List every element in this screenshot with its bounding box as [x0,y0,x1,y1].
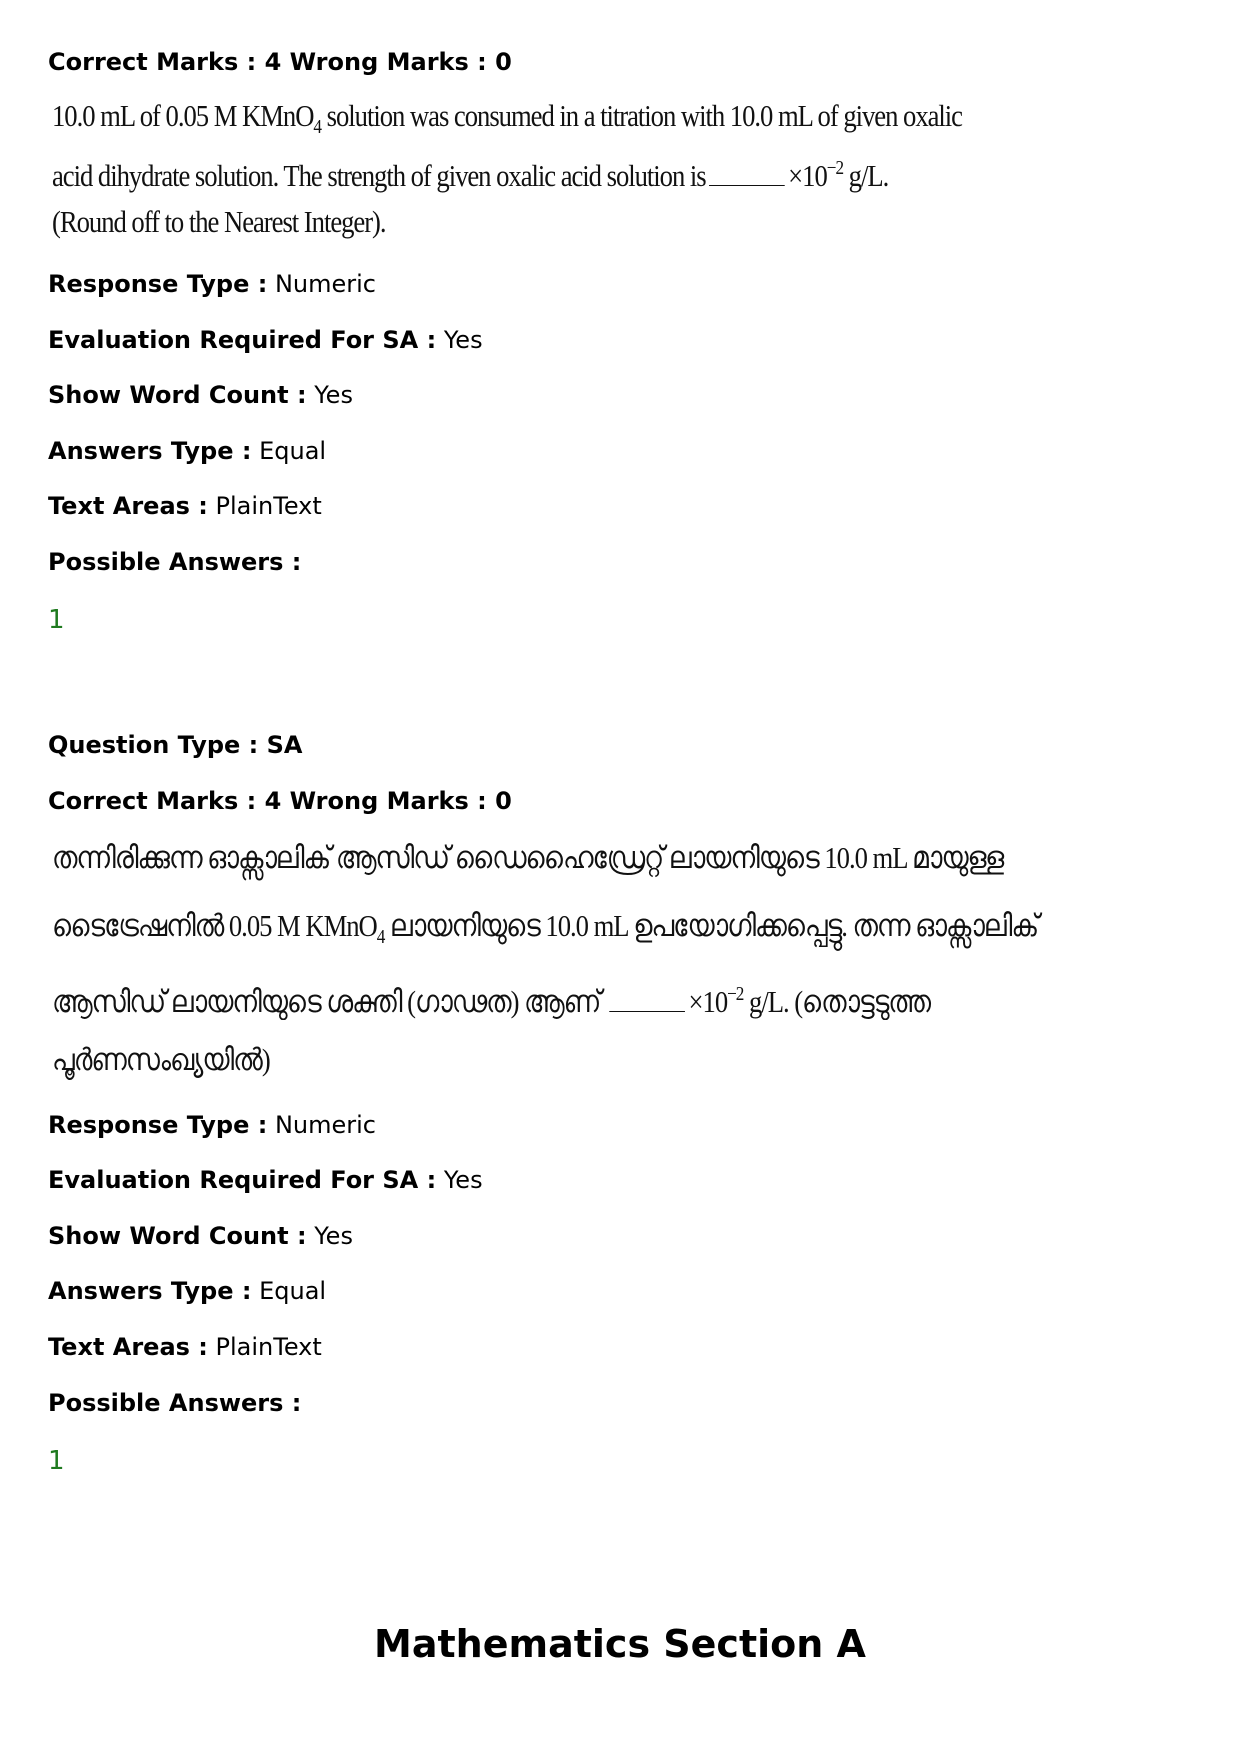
q2-response-type: Response Type : Numeric [48,1111,376,1139]
q2-possible-answer: 1 [48,1446,65,1476]
q2-marks: Correct Marks : 4 Wrong Marks : 0 [48,787,512,815]
q2-statement-line-3: ആസിഡ് ലായനിയുടെ ശക്തി (ഗാഢത) ആണ് $\times 10^{-2}$ g/L. (തൊട്ടടുത്ത [52,983,931,1019]
q1-statement-line-1: 10.0 mL of 0.05 M KMnO$_4$ solution was consumed in a titration with 10.0 mL of given oxalic [52,98,962,138]
q1-show-word-count: Show Word Count : Yes [48,381,353,409]
q1-statement-line-3: (Round off to the Nearest Integer). [52,204,386,239]
section-title: Mathematics Section A [374,1622,866,1666]
answer-blank [709,163,785,186]
q1-evaluation-required: Evaluation Required For SA : Yes [48,326,483,354]
q1-response-type: Response Type : Numeric [48,270,376,298]
answer-blank [609,989,685,1012]
q2-evaluation-required: Evaluation Required For SA : Yes [48,1166,483,1194]
q1-statement-line-2: acid dihydrate solution. The strength of given oxalic acid solution is $\times 10^{-2}$ g/L. [52,157,889,193]
q1-possible-answers-label: Possible Answers : [48,548,302,576]
q1-marks: Correct Marks : 4 Wrong Marks : 0 [48,48,512,76]
q1-text-areas: Text Areas : PlainText [48,492,322,520]
q2-question-type: Question Type : SA [48,731,303,759]
q2-text-areas: Text Areas : PlainText [48,1333,322,1361]
q1-possible-answer: 1 [48,605,65,635]
q2-statement-line-4: പൂർണസംഖ്യയിൽ) [52,1042,270,1077]
q2-possible-answers-label: Possible Answers : [48,1389,302,1417]
q2-show-word-count: Show Word Count : Yes [48,1222,353,1250]
q1-answers-type: Answers Type : Equal [48,437,327,465]
q2-statement-line-2: ടൈട്രേഷനിൽ 0.05 M KMnO$_4$ ലായനിയുടെ 10.0 mL ഉപയോഗിക്കപ്പെട്ടു. തന്ന ഓക്സാലിക് [52,908,1039,948]
q2-answers-type: Answers Type : Equal [48,1277,327,1305]
q2-statement-line-1: തന്നിരിക്കുന്ന ഓക്സാലിക് ആസിഡ് ഡൈഹൈഡ്രേറ്റ് ലായനിയുടെ 10.0 mL മായുള്ള [52,840,1004,875]
